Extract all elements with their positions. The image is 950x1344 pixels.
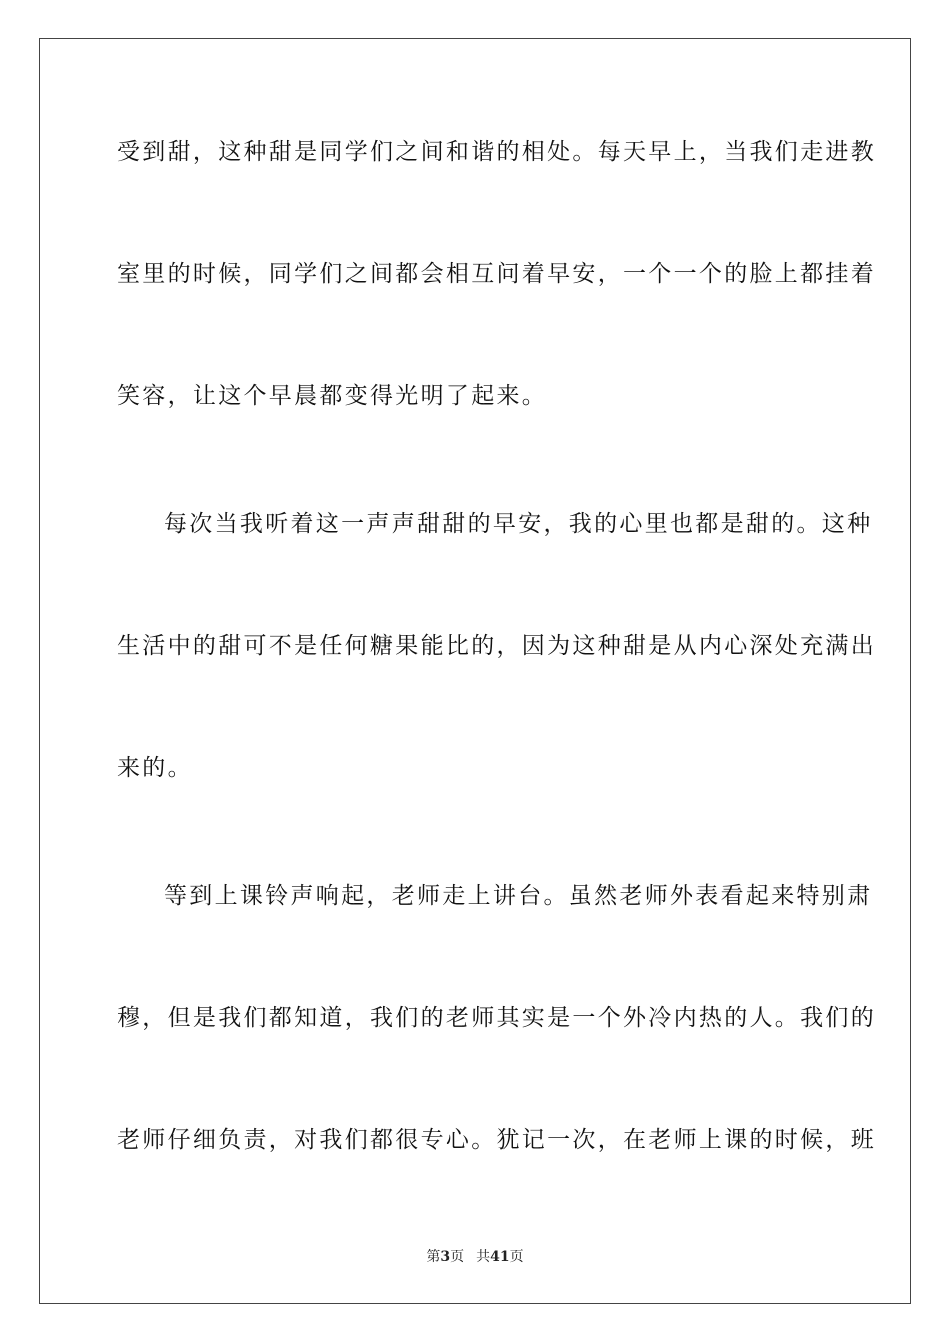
text-line-indented: 等到上课铃声响起，老师走上讲台。虽然老师外表看起来特别肃 (164, 883, 873, 909)
text-line: 笑容，让这个早晨都变得光明了起来。 (117, 383, 548, 409)
page-footer (0, 1248, 950, 1266)
page-prefix: 第 (426, 1249, 441, 1265)
page-border (39, 38, 911, 1304)
total-suffix: 页 (509, 1249, 524, 1265)
text-line: 来的。 (117, 755, 193, 781)
text-line-indented: 每次当我听着这一声声甜甜的早安，我的心里也都是甜的。这种 (164, 511, 873, 537)
text-line: 老师仔细负责，对我们都很专心。犹记一次，在老师上课的时候，班 (117, 1127, 876, 1153)
text-line: 受到甜，这种甜是同学们之间和谐的相处。每天早上，当我们走进教 (117, 139, 876, 165)
text-line: 生活中的甜可不是任何糖果能比的，因为这种甜是从内心深处充满出 (117, 633, 876, 659)
total-prefix: 共 (476, 1249, 491, 1265)
text-line: 室里的时候，同学们之间都会相互问着早安，一个一个的脸上都挂着 (117, 261, 876, 287)
total-pages: 41 (490, 1249, 510, 1265)
text-line: 穆，但是我们都知道，我们的老师其实是一个外冷内热的人。我们的 (117, 1005, 876, 1031)
page-suffix: 页 (450, 1249, 465, 1265)
page-number: 3 (440, 1249, 451, 1265)
